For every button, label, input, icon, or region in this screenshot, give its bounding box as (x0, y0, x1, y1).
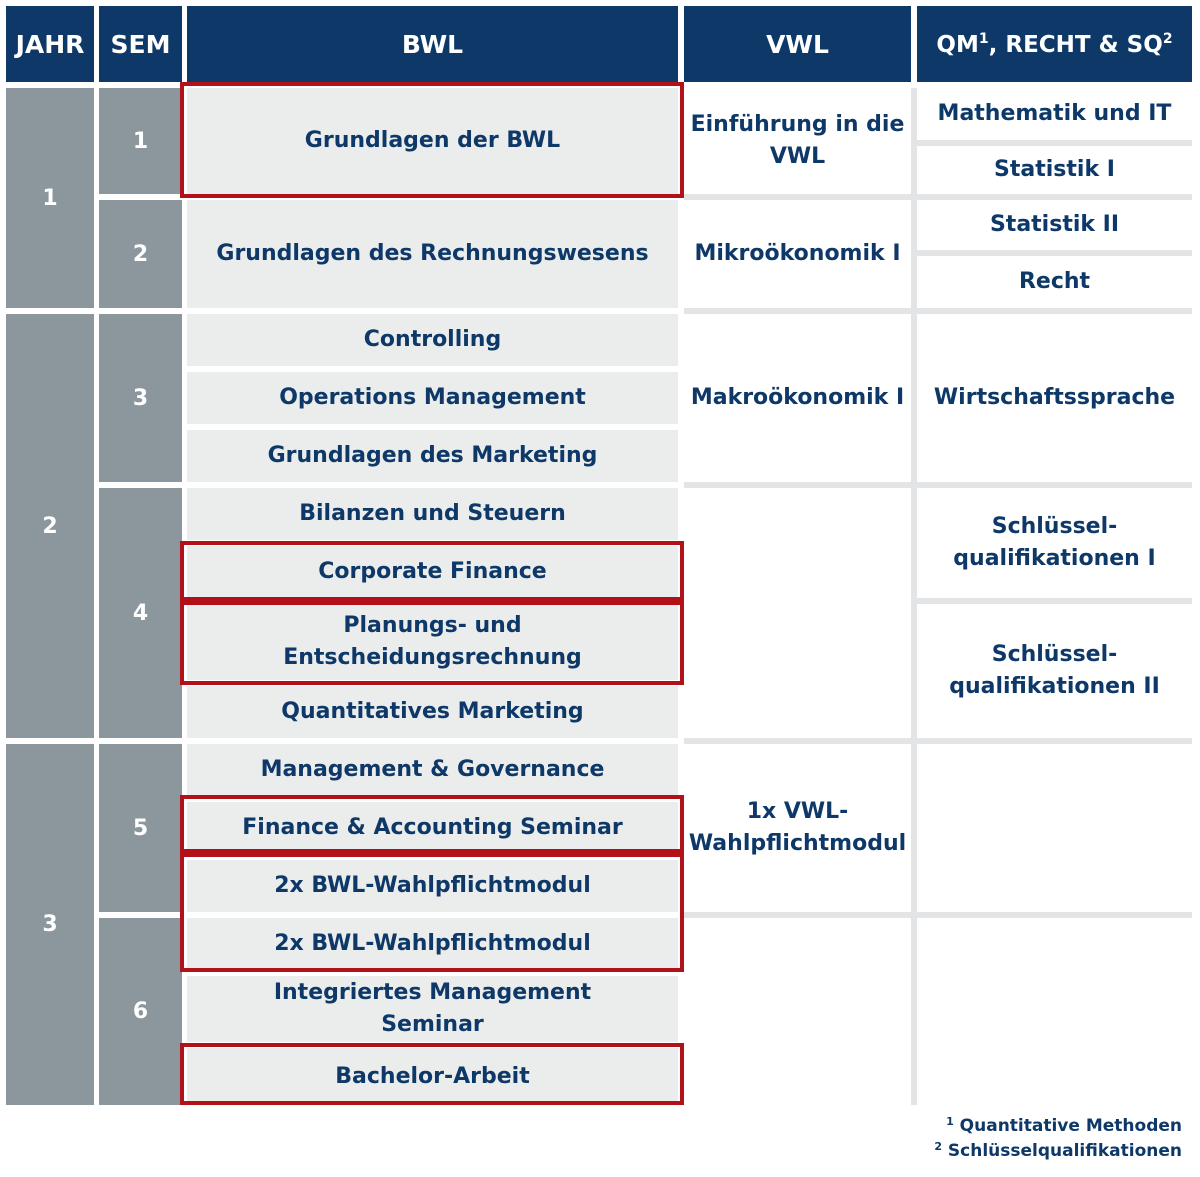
qm-statistik-2: Statistik II (989, 212, 1120, 237)
semester-1: 1 (99, 88, 182, 194)
semester-5: 5 (99, 744, 182, 912)
semester-4: 4 (99, 488, 182, 738)
bwl-planungs-entscheidungsrechnung: Planungs- und Entscheidungsrechnung (187, 604, 678, 680)
divider-qm-8 (917, 912, 1192, 918)
semester-2: 2 (99, 200, 182, 308)
bwl-grundlagen-marketing: Grundlagen des Marketing (187, 430, 678, 482)
vwl-einfuehrung: Einführung in die VWL (690, 112, 905, 169)
footnote-2: $^2$ Schlüsselqualifikationen (934, 1140, 1182, 1161)
year-3: 3 (6, 744, 94, 1105)
year-1: 1 (6, 88, 94, 308)
semester-6: 6 (99, 918, 182, 1105)
qm-statistik-1: Statistik I (994, 157, 1115, 182)
bwl-bilanzen-steuern: Bilanzen und Steuern (187, 488, 678, 540)
bwl-grundlagen-rechnungswesen: Grundlagen des Rechnungswesens (187, 200, 678, 308)
bwl-wahlpflichtmodul-sem5: 2x BWL-Wahlpflichtmodul (187, 860, 678, 912)
year-2: 2 (6, 314, 94, 738)
vwl-wahlpflichtmodul: 1x VWL- Wahlpflichtmodul (688, 799, 907, 856)
divider-qm-7 (917, 738, 1192, 744)
semester-3: 3 (99, 314, 182, 482)
qm-wirtschaftssprache: Wirtschaftssprache (933, 385, 1176, 410)
bwl-grundlagen-der-bwl: Grundlagen der BWL (187, 88, 678, 194)
bwl-bachelor-arbeit: Bachelor-Arbeit (187, 1048, 678, 1105)
bwl-operations-management: Operations Management (187, 372, 678, 424)
bwl-wahlpflichtmodul-sem6: 2x BWL-Wahlpflichtmodul (187, 918, 678, 970)
bwl-management-governance: Management & Governance (187, 744, 678, 796)
vwl-mikrooekonomik: Mikroökonomik I (694, 241, 901, 266)
bwl-corporate-finance: Corporate Finance (187, 546, 678, 598)
header-bwl: BWL (187, 6, 678, 82)
qm-recht: Recht (1018, 269, 1091, 294)
divider-vwl-3 (684, 482, 911, 488)
footnote-1: $^1$ Quantitative Methoden (946, 1115, 1182, 1136)
header-qm-recht-sq: $QM^1$, RECHT & $SQ^2$ (917, 6, 1192, 82)
header-vwl: VWL (684, 6, 911, 82)
bwl-integriertes-management-seminar: Integriertes Management Seminar (187, 976, 678, 1042)
header-sem: SEM (99, 6, 182, 82)
bwl-controlling: Controlling (187, 314, 678, 366)
qm-schluesselqualifikationen-2: Schlüssel- qualifikationen II (949, 642, 1160, 699)
qm-schluesselqualifikationen-1: Schlüssel- qualifikationen I (953, 514, 1156, 571)
divider-vwl-5 (684, 912, 911, 918)
vwl-makrooekonomik: Makroökonomik I (690, 385, 905, 410)
bwl-quantitatives-marketing: Quantitatives Marketing (187, 686, 678, 738)
bwl-finance-accounting-seminar: Finance & Accounting Seminar (187, 802, 678, 854)
qm-mathematik-it: Mathematik und IT (937, 101, 1172, 126)
header-jahr: JAHR (6, 6, 94, 82)
